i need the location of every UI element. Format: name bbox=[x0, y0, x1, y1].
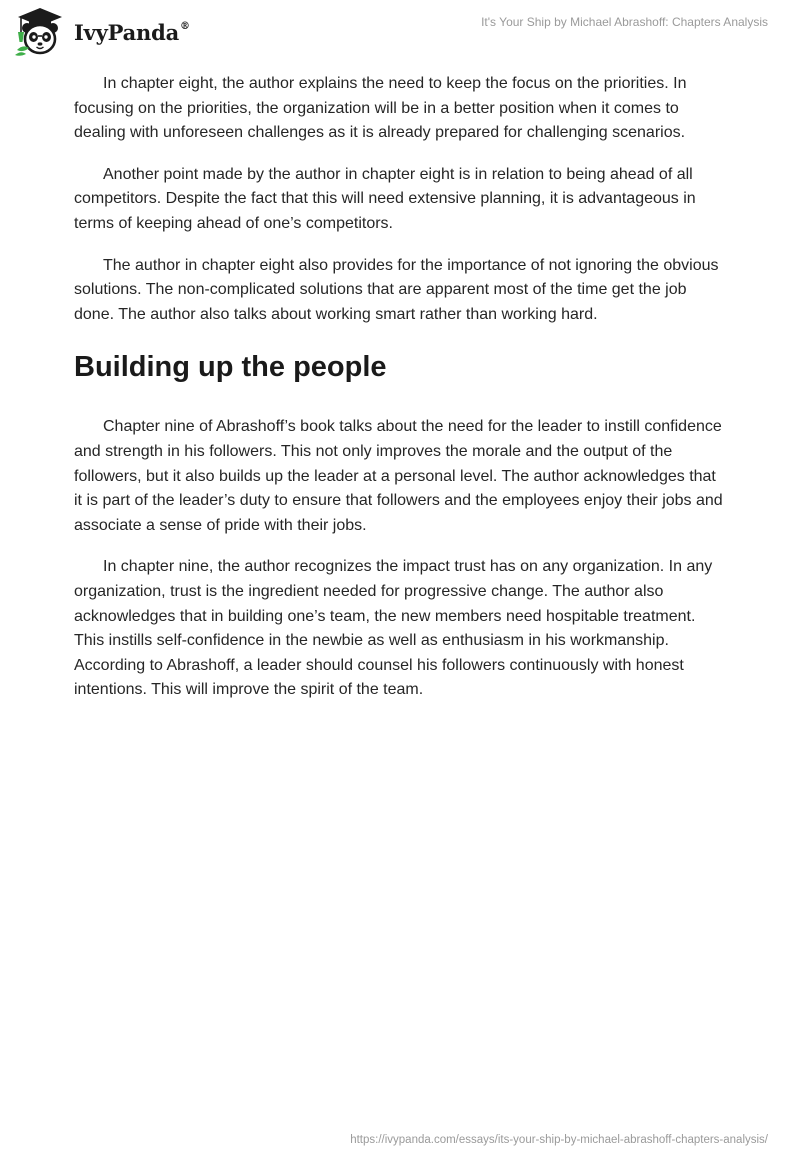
page-header bbox=[0, 0, 800, 64]
paragraph: Chapter nine of Abrashoff’s book talks about the need for the leader to instill confidence and strength in his followers. This not only improves the morale and the output of the followers, but it also builds up the leader at a personal level. The author acknowledges that it is part of the leader’s duty to ensure that followers and the employees enjoy their jobs and associate a sense of pride with their jobs. bbox=[74, 418, 723, 534]
paragraph: Another point made by the author in chapter eight is in relation to being ahead of all competitors. Despite the fact that this will need extensive planning, it is advantageous in terms of keeping ahead of one’s competitors. bbox=[74, 165, 696, 232]
document-title: It's Your Ship by Michael Abrashoff: Chapters Analysis bbox=[481, 15, 768, 29]
brand-name: IvyPanda® bbox=[74, 19, 190, 45]
source-url[interactable]: https://ivypanda.com/essays/its-your-ship-by-michael-abrashoff-chapters-analysis/ bbox=[350, 1134, 768, 1146]
essay-body bbox=[74, 72, 726, 720]
registered-mark: ® bbox=[180, 20, 190, 32]
paragraph: In chapter nine, the author recognizes the impact trust has on any organization. In any organization, trust is the ingredient needed for progressive change. The author also acknowledges that in building one’s team, the new members need hospitable treatment. This instills self-confidence in the newbie as well as enthusiasm in his workmanship. According to Abrashoff, a leader should counsel his followers continuously with honest intentions. This will improve the spirit of the team. bbox=[74, 558, 713, 699]
ivypanda-logo[interactable] bbox=[14, 6, 190, 56]
paragraph: In chapter eight, the author explains the need to keep the focus on the priorities. In focusing on the priorities, the organization will be in a better position when it comes to dealing with unforeseen challenges as it is already prepared for challenging scenarios. bbox=[74, 75, 687, 142]
section-heading: Building up the people bbox=[74, 351, 387, 384]
paragraph: The author in chapter eight also provides for the importance of not ignoring the obvious solutions. The non-complicated solutions that are apparent most of the time get the job done. The author also talks about working smart rather than working hard. bbox=[74, 256, 719, 323]
panda-graduate-icon bbox=[14, 6, 66, 56]
